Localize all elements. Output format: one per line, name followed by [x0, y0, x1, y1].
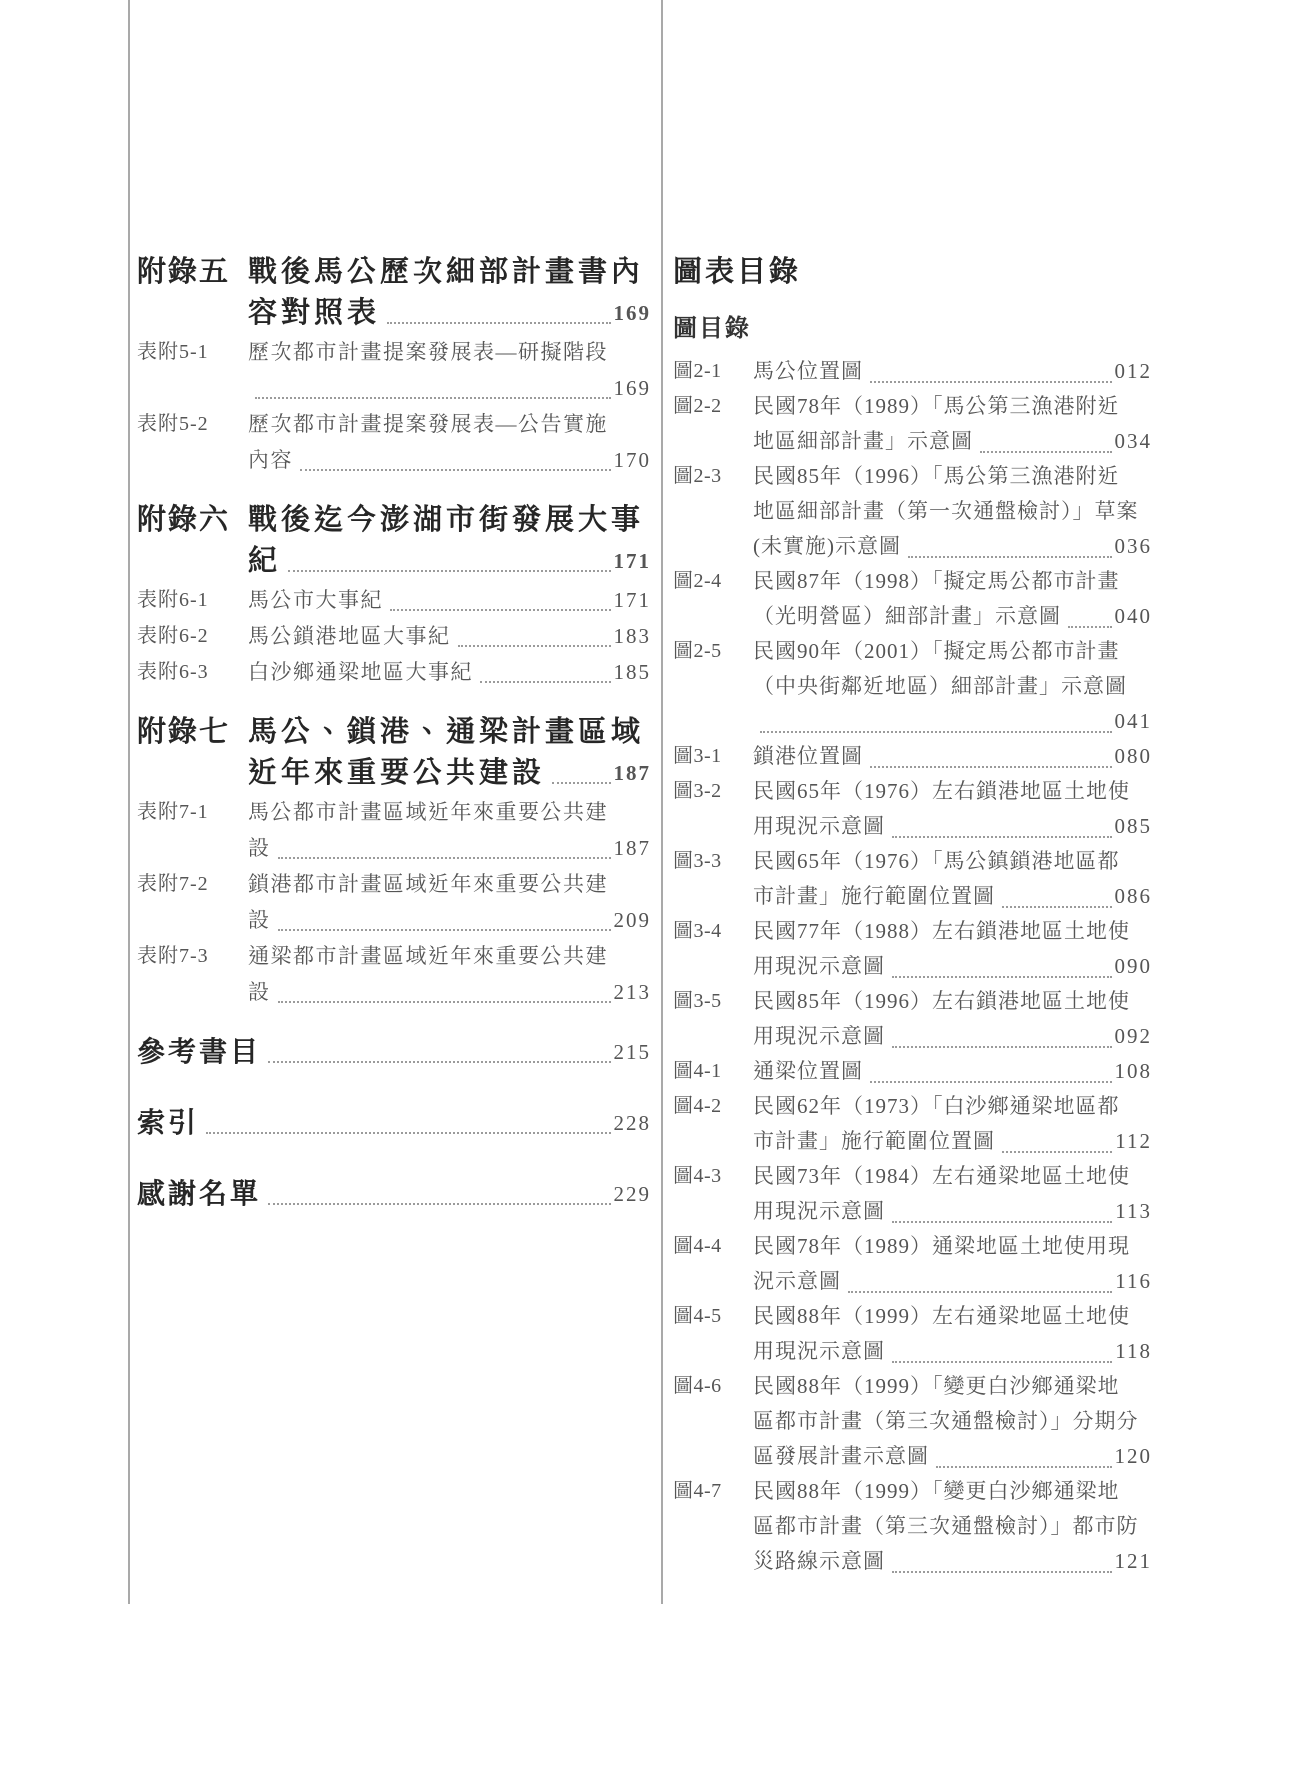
toc-section-heading — [137, 500, 651, 582]
toc-entry — [673, 459, 1152, 564]
toc-entry — [673, 844, 1152, 914]
page-number: 121 — [1114, 1549, 1152, 1573]
page-number: 080 — [1114, 744, 1152, 768]
toc-line — [753, 704, 1152, 739]
entry-text: 市計畫」施行範圍位置圖 — [753, 884, 995, 908]
entry-text: （中央街鄰近地區）細部計畫」示意圖 — [753, 674, 1127, 698]
toc-line — [248, 712, 651, 753]
toc-line — [137, 1032, 651, 1073]
entry-lines — [753, 564, 1152, 634]
dot-leader — [268, 1203, 610, 1205]
section-title-lines — [248, 500, 651, 582]
entry-label: 圖4-4 — [673, 1235, 722, 1257]
entry-text: 民國88年（1999）左右通梁地區土地使 — [753, 1304, 1130, 1328]
toc-line — [753, 424, 1152, 459]
entry-label: 表附6-1 — [137, 589, 209, 611]
toc-section — [137, 712, 651, 1010]
dot-leader — [1002, 906, 1112, 908]
entry-label: 圖3-4 — [673, 920, 722, 942]
page-number: 036 — [1114, 534, 1152, 558]
toc-entry — [673, 739, 1152, 774]
entry-label: 表附7-2 — [137, 873, 209, 895]
section-title-lines — [248, 252, 651, 334]
entry-lines — [753, 844, 1152, 914]
toc-entry — [137, 794, 651, 866]
entry-label: 圖2-1 — [673, 360, 722, 382]
entry-lines — [753, 354, 1152, 389]
entry-text: 容對照表 — [248, 297, 381, 329]
toc-line — [753, 1124, 1152, 1159]
page-number: 171 — [613, 588, 651, 612]
dot-leader — [255, 397, 611, 399]
entry-label: 圖4-1 — [673, 1060, 722, 1082]
page-number: 118 — [1115, 1339, 1152, 1363]
entry-text: 民國88年（1999）「變更白沙鄉通梁地 — [753, 1479, 1120, 1503]
entry-lines — [753, 1089, 1152, 1159]
toc-entry — [673, 1474, 1152, 1579]
page-number: 215 — [613, 1040, 651, 1064]
dot-leader — [1002, 1151, 1112, 1153]
entry-lines — [753, 634, 1152, 739]
entry-text: 民國85年（1996）左右鎖港地區土地使 — [753, 989, 1130, 1013]
entry-text: 通梁位置圖 — [753, 1059, 863, 1083]
entry-lines — [753, 914, 1152, 984]
entry-label: 表附6-2 — [137, 625, 209, 647]
toc-line — [248, 902, 651, 938]
page-number: 108 — [1114, 1059, 1152, 1083]
toc-line — [753, 914, 1152, 949]
page-number: 092 — [1114, 1024, 1152, 1048]
toc-line — [753, 599, 1152, 634]
entry-lines — [248, 406, 651, 478]
entry-text: 地區細部計畫（第一次通盤檢討）」草案 — [753, 499, 1139, 523]
toc-entry — [673, 634, 1152, 739]
entry-text: 戰後迄今澎湖市街發展大事 — [248, 504, 645, 536]
toc-line — [248, 442, 651, 478]
dot-leader — [980, 451, 1112, 453]
toc-line — [753, 389, 1152, 424]
section-title-lines — [248, 712, 651, 794]
entry-lines — [753, 1369, 1152, 1474]
entry-text: 民國77年（1988）左右鎖港地區土地使 — [753, 919, 1130, 943]
page-number: 040 — [1114, 604, 1152, 628]
toc-line — [753, 1089, 1152, 1124]
page-number: 112 — [1115, 1129, 1152, 1153]
entry-text: 民國90年（2001）「擬定馬公都市計畫 — [753, 639, 1120, 663]
toc-entry — [673, 1369, 1152, 1474]
page-number: 169 — [613, 301, 651, 325]
dot-leader — [892, 836, 1112, 838]
entry-text: 用現況示意圖 — [753, 1339, 885, 1363]
entry-label: 圖4-5 — [673, 1305, 722, 1327]
page-number: 209 — [613, 908, 651, 932]
toc-line — [248, 866, 651, 902]
toc-line — [248, 370, 651, 406]
dot-leader — [278, 857, 611, 859]
entry-text: 民國65年（1976）「馬公鎮鎖港地區都 — [753, 849, 1120, 873]
toc-line — [248, 582, 651, 618]
toc-line — [753, 1509, 1152, 1544]
toc-line — [753, 1054, 1152, 1089]
toc-section — [137, 252, 651, 478]
toc-section — [137, 500, 651, 690]
entry-text: 鎖港都市計畫區域近年來重要公共建 — [248, 872, 608, 896]
entry-text: 歷次都市計畫提案發展表—研擬階段 — [248, 340, 608, 364]
entry-label: 表附5-1 — [137, 341, 209, 363]
toc-entry — [673, 984, 1152, 1054]
figures-list — [673, 354, 1152, 1579]
column-divider-rule — [661, 0, 663, 1604]
entry-lines — [753, 1159, 1152, 1229]
toc-entry — [137, 334, 651, 406]
entry-text: 馬公都市計畫區域近年來重要公共建 — [248, 800, 608, 824]
toc-entry — [137, 938, 651, 1010]
entry-text: 歷次都市計畫提案發展表—公告實施 — [248, 412, 608, 436]
entry-text: 馬公鎖港地區大事紀 — [248, 624, 451, 648]
toc-line — [753, 1404, 1152, 1439]
entry-label: 圖3-5 — [673, 990, 722, 1012]
entry-text: 紀 — [248, 545, 282, 577]
entry-text: 區發展計畫示意圖 — [753, 1444, 929, 1468]
dot-leader — [870, 766, 1112, 768]
toc-entry — [137, 582, 651, 618]
entry-text: 戰後馬公歷次細部計畫書內 — [248, 256, 645, 288]
dot-leader — [892, 1361, 1112, 1363]
page-number: 229 — [613, 1182, 651, 1206]
entry-text: 民國88年（1999）「變更白沙鄉通梁地 — [753, 1374, 1120, 1398]
dot-leader — [908, 556, 1112, 558]
page-number: 170 — [613, 448, 651, 472]
toc-line — [753, 844, 1152, 879]
section-label: 附錄五 — [137, 256, 231, 288]
page-number: 012 — [1114, 359, 1152, 383]
dot-leader — [552, 782, 610, 784]
entry-label: 圖4-7 — [673, 1480, 722, 1502]
dot-leader — [268, 1061, 610, 1063]
entry-lines — [248, 866, 651, 938]
toc-entry — [673, 564, 1152, 634]
toc-line — [248, 654, 651, 690]
dot-leader — [892, 1221, 1112, 1223]
toc-line — [248, 974, 651, 1010]
toc-line — [753, 1334, 1152, 1369]
entry-lines — [753, 1054, 1152, 1089]
dot-leader — [288, 570, 610, 572]
toc-entry — [137, 654, 651, 690]
toc-line — [137, 1103, 651, 1144]
toc-line — [753, 564, 1152, 599]
page-number: 041 — [1114, 709, 1152, 733]
entry-text: 市計畫」施行範圍位置圖 — [753, 1129, 995, 1153]
toc-entry — [137, 618, 651, 654]
toc-section-heading — [137, 252, 651, 334]
toc-line — [753, 1369, 1152, 1404]
toc-line — [753, 634, 1152, 669]
toc-line — [753, 1194, 1152, 1229]
entry-label: 圖3-1 — [673, 745, 722, 767]
entry-label: 表附7-3 — [137, 945, 209, 967]
entry-text: 民國65年（1976）左右鎖港地區土地使 — [753, 779, 1130, 803]
entry-lines — [248, 938, 651, 1010]
toc-entry — [137, 406, 651, 478]
dot-leader — [390, 609, 611, 611]
entry-lines — [248, 582, 651, 618]
toc-line — [753, 949, 1152, 984]
entry-text: 用現況示意圖 — [753, 954, 885, 978]
entry-text: 民國85年（1996）「馬公第三漁港附近 — [753, 464, 1120, 488]
toc-line — [248, 252, 651, 293]
toc-entry — [673, 1229, 1152, 1299]
entry-text: 設 — [248, 836, 271, 860]
dot-leader — [760, 731, 1112, 733]
toc-section-heading — [137, 712, 651, 794]
entry-text: 馬公市大事紀 — [248, 588, 383, 612]
toc-line — [248, 794, 651, 830]
figures-toc-column — [673, 252, 1152, 1579]
entry-label: 圖4-3 — [673, 1165, 722, 1187]
dot-leader — [278, 929, 611, 931]
toc-line — [248, 541, 651, 582]
toc-entry — [137, 866, 651, 938]
toc-line — [248, 334, 651, 370]
page-number: 120 — [1114, 1444, 1152, 1468]
entry-text: 通梁都市計畫區域近年來重要公共建 — [248, 944, 608, 968]
dot-leader — [936, 1466, 1112, 1468]
toc-line — [753, 459, 1152, 494]
entry-label: 圖2-5 — [673, 640, 722, 662]
toc-line — [753, 669, 1152, 704]
appendix-toc-column — [137, 252, 651, 1245]
entry-lines — [248, 618, 651, 654]
toc-entry — [673, 389, 1152, 459]
entry-text: 參考書目 — [137, 1037, 262, 1068]
dot-leader — [892, 1046, 1112, 1048]
toc-line — [753, 774, 1152, 809]
entry-text: 索引 — [137, 1108, 200, 1139]
toc-line — [753, 494, 1152, 529]
dot-leader — [278, 1001, 611, 1003]
entry-label: 圖3-3 — [673, 850, 722, 872]
entry-text: 用現況示意圖 — [753, 1199, 885, 1223]
toc-line — [753, 1544, 1152, 1579]
page-number: 116 — [1115, 1269, 1152, 1293]
figures-list-title: 圖目錄 — [673, 316, 751, 342]
dot-leader — [1068, 626, 1112, 628]
toc-line — [753, 739, 1152, 774]
entry-text: 內容 — [248, 448, 293, 472]
page-number: 085 — [1114, 814, 1152, 838]
toc-standalone-entry — [137, 1032, 651, 1073]
toc-line — [248, 500, 651, 541]
entry-text: 用現況示意圖 — [753, 1024, 885, 1048]
dot-leader — [206, 1132, 610, 1134]
entry-label: 表附7-1 — [137, 801, 209, 823]
entry-label: 表附5-2 — [137, 413, 209, 435]
dot-leader — [870, 1081, 1112, 1083]
entry-lines — [753, 739, 1152, 774]
page-number: 113 — [1115, 1199, 1152, 1223]
toc-entry — [673, 774, 1152, 844]
page-number: 187 — [613, 836, 651, 860]
toc-line — [248, 830, 651, 866]
page-number: 086 — [1114, 884, 1152, 908]
entry-text: 地區細部計畫」示意圖 — [753, 429, 973, 453]
entry-lines — [753, 1229, 1152, 1299]
toc-line — [248, 293, 651, 334]
dot-leader — [458, 645, 611, 647]
entry-label: 圖3-2 — [673, 780, 722, 802]
toc-line — [248, 406, 651, 442]
figures-toc-title: 圖表目錄 — [673, 256, 802, 288]
entry-text: 白沙鄉通梁地區大事紀 — [248, 660, 473, 684]
left-margin-rule — [128, 0, 130, 1604]
page-number: 171 — [613, 549, 651, 573]
toc-line — [753, 879, 1152, 914]
toc-line — [248, 753, 651, 794]
toc-entry — [673, 1054, 1152, 1089]
page-number: 183 — [613, 624, 651, 648]
entry-text: 區都市計畫（第三次通盤檢討）」分期分 — [753, 1409, 1139, 1433]
section-label: 附錄七 — [137, 716, 231, 748]
page-number: 187 — [613, 761, 651, 785]
entry-text: 況示意圖 — [753, 1269, 841, 1293]
section-label: 附錄六 — [137, 504, 231, 536]
page-number: 034 — [1114, 429, 1152, 453]
toc-line — [137, 1174, 651, 1215]
entry-text: 民國73年（1984）左右通梁地區土地使 — [753, 1164, 1130, 1188]
page-number: 228 — [613, 1111, 651, 1135]
entry-text: (未實施)示意圖 — [753, 534, 901, 558]
entry-text: 設 — [248, 980, 271, 1004]
entry-lines — [248, 794, 651, 866]
toc-line — [248, 938, 651, 974]
toc-entry — [673, 354, 1152, 389]
entry-text: 馬公、鎖港、通梁計畫區域 — [248, 716, 645, 748]
toc-line — [753, 354, 1152, 389]
page-number: 185 — [613, 660, 651, 684]
toc-line — [753, 1159, 1152, 1194]
entry-lines — [753, 389, 1152, 459]
entry-text: 民國78年（1989）「馬公第三漁港附近 — [753, 394, 1120, 418]
toc-entry — [673, 1299, 1152, 1369]
toc-entry — [673, 1159, 1152, 1229]
toc-entry — [673, 1089, 1152, 1159]
dot-leader — [387, 322, 610, 324]
dot-leader — [300, 469, 611, 471]
entry-text: 區都市計畫（第三次通盤檢討）」都市防 — [753, 1514, 1139, 1538]
dot-leader — [870, 381, 1112, 383]
dot-leader — [480, 681, 611, 683]
entry-lines — [753, 774, 1152, 844]
toc-line — [753, 1264, 1152, 1299]
entry-lines — [248, 334, 651, 406]
entry-text: 民國78年（1989）通梁地區土地使用現 — [753, 1234, 1130, 1258]
entry-lines — [753, 1299, 1152, 1369]
toc-line — [753, 529, 1152, 564]
page-number: 090 — [1114, 954, 1152, 978]
entry-text: 鎖港位置圖 — [753, 744, 863, 768]
entry-text: 用現況示意圖 — [753, 814, 885, 838]
entry-text: 近年來重要公共建設 — [248, 757, 546, 789]
entry-lines — [753, 459, 1152, 564]
entry-label: 圖2-3 — [673, 465, 722, 487]
page-number: 213 — [613, 980, 651, 1004]
dot-leader — [892, 1571, 1112, 1573]
entry-label: 圖2-2 — [673, 395, 722, 417]
entry-text: （光明營區）細部計畫」示意圖 — [753, 604, 1061, 628]
page-number: 169 — [613, 376, 651, 400]
toc-entry — [673, 914, 1152, 984]
entry-label: 圖4-6 — [673, 1375, 722, 1397]
entry-text: 設 — [248, 908, 271, 932]
entry-lines — [753, 1474, 1152, 1579]
dot-leader — [848, 1291, 1112, 1293]
toc-standalone-entry — [137, 1174, 651, 1215]
toc-standalone-entry — [137, 1103, 651, 1144]
entry-text: 災路線示意圖 — [753, 1549, 885, 1573]
toc-line — [753, 1229, 1152, 1264]
dot-leader — [892, 976, 1112, 978]
entry-text: 感謝名單 — [137, 1179, 262, 1210]
entry-text: 民國62年（1973）「白沙鄉通梁地區都 — [753, 1094, 1120, 1118]
toc-line — [753, 1299, 1152, 1334]
entry-lines — [248, 654, 651, 690]
entry-lines — [753, 984, 1152, 1054]
toc-line — [753, 1474, 1152, 1509]
entry-text: 民國87年（1998）「擬定馬公都市計畫 — [753, 569, 1120, 593]
entry-label: 圖4-2 — [673, 1095, 722, 1117]
entry-text: 馬公位置圖 — [753, 359, 863, 383]
entry-label: 表附6-3 — [137, 661, 209, 683]
toc-line — [753, 984, 1152, 1019]
entry-label: 圖2-4 — [673, 570, 722, 592]
toc-line — [753, 1439, 1152, 1474]
toc-line — [753, 1019, 1152, 1054]
toc-line — [753, 809, 1152, 844]
toc-line — [248, 618, 651, 654]
